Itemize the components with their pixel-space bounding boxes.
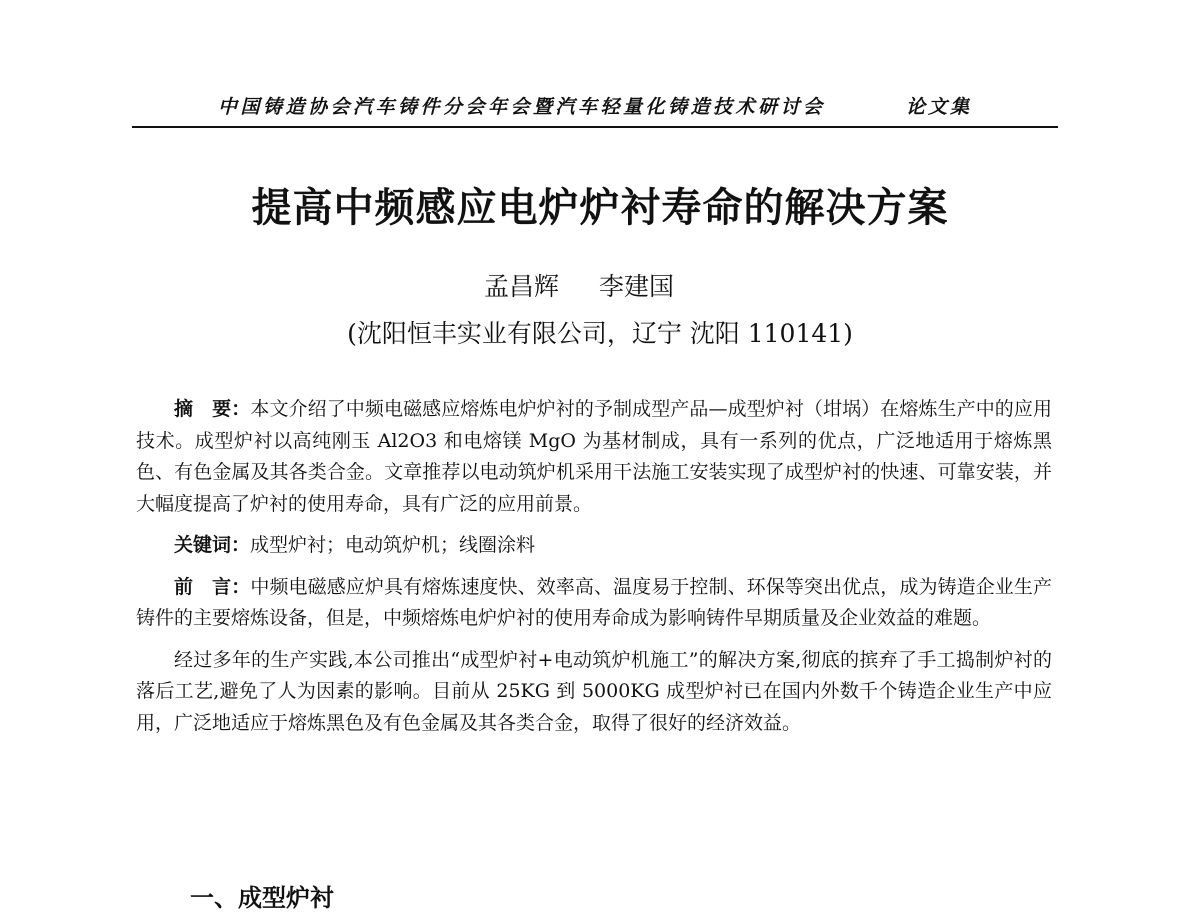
abstract-paragraph	[136, 394, 1052, 520]
author-name: 孟昌辉	[484, 272, 560, 301]
preface-paragraph	[136, 572, 1052, 635]
proceedings-label: 论文集	[905, 96, 972, 118]
paper-title: 提高中频感应电炉炉衬寿命的解决方案	[251, 185, 949, 231]
preface-text: 中频电磁感应炉具有熔炼速度快、效率高、温度易于控制、环保等突出优点，成为铸造企业生产铸件的主要熔炼设备，但是，中频熔炼电炉炉衬的使用寿命成为影响铸件早期质量及企业效益的难题。	[136, 575, 1052, 629]
section-heading: 一、成型炉衬	[190, 884, 334, 912]
journal-title: 中国铸造协会汽车铸件分会年会暨汽车轻量化铸造技术研讨会	[218, 96, 826, 118]
abstract-label: 摘 要：	[174, 398, 251, 420]
author-name: 李建国	[599, 272, 675, 301]
body-paragraph: 经过多年的生产实践,本公司推出“成型炉衬+电动筑炉机施工”的解决方案,彻底的摈弃了手工捣制炉衬的落后工艺,避免了人为因素的影响。目前从 25KG 到 5000KG 成型炉衬已在国内外数千个铸造企业生产中应用，广泛地适应于熔炼黑色及有色金属及其各类合金，取得了很好的经济效益。	[136, 648, 1052, 734]
author-affiliation: (沈阳恒丰实业有限公司，辽宁 沈阳 110141)	[347, 319, 853, 348]
keywords-text: 成型炉衬；电动筑炉机；线圈涂料	[250, 534, 536, 556]
author-list	[484, 267, 674, 303]
abstract-text: 本文介绍了中频电磁感应熔炼电炉炉衬的予制成型产品—成型炉衬（坩埚）在熔炼生产中的应用技术。成型炉衬以高纯刚玉 Al2O3 和电熔镁 MgO 为基材制成，具有一系列的优点，广泛地适用于熔炼黑色、有色金属及其各类合金。文章推荐以电动筑炉机采用干法施工安装实现了成型炉衬的快速、可靠安装，并大幅度提高了炉衬的使用寿命，具有广泛的应用前景。	[136, 398, 1052, 515]
keywords-label: 关键词：	[174, 534, 251, 556]
running-header	[132, 88, 1058, 128]
paper-body	[136, 394, 1052, 749]
preface-label: 前 言：	[174, 575, 251, 598]
keywords-paragraph	[136, 530, 1052, 562]
